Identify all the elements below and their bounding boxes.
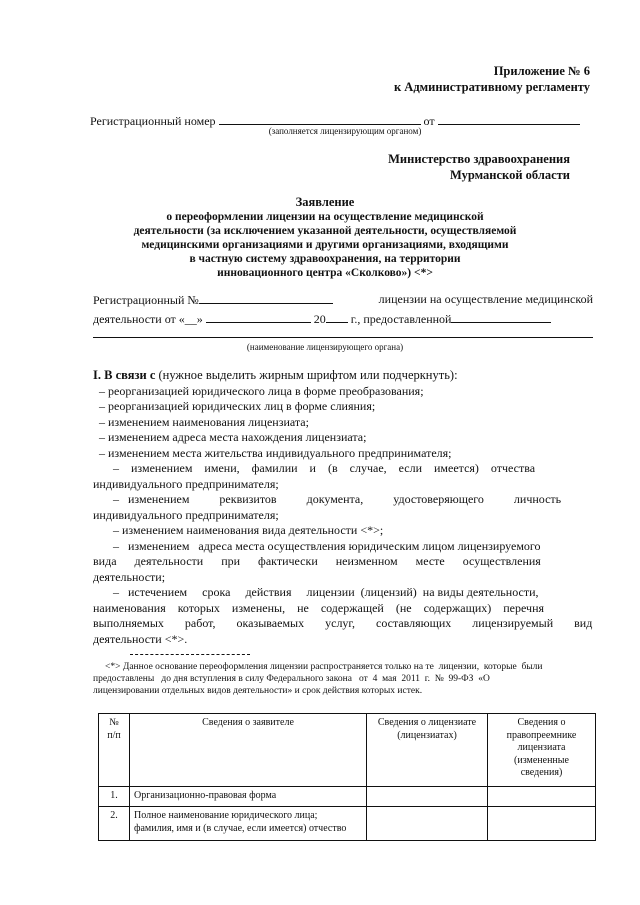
table-cell-successor[interactable] xyxy=(488,787,596,807)
table-row-num: 1. xyxy=(99,787,130,807)
section1-item[interactable]: – реорганизацией юридического лица в форме преобразования; xyxy=(99,383,424,398)
section1 xyxy=(93,368,593,647)
section1-item-line: выполняемых работ, оказываемых услуг, составляющих лицензируемый вид xyxy=(93,616,593,630)
section1-item-kind[interactable]: – изменением наименования вида деятельности <*>; xyxy=(113,523,384,537)
table-row xyxy=(99,787,596,807)
statement-line: медицинскими организациями и другими организациями, входящими xyxy=(141,239,509,251)
registration-label: Регистрационный номер xyxy=(90,114,216,128)
info-table xyxy=(98,713,596,841)
footnote-separator xyxy=(130,654,250,655)
appendix-title: Приложение № 6 xyxy=(493,64,590,78)
statement-line: инновационного центра «Сколково») <*> xyxy=(217,267,433,279)
table-row xyxy=(99,807,596,841)
license-granted-field[interactable] xyxy=(451,311,551,323)
license-date-label: деятельности от «__» xyxy=(93,311,203,326)
table-row-label: Организационно-правовая форма xyxy=(130,787,367,807)
table-cell-licensee[interactable] xyxy=(367,787,488,807)
statement-line: деятельности (за исключением указанной деятельности, осуществляемой xyxy=(133,225,517,237)
section1-item-line: – изменением адреса места осуществления юридическим лицом лицензируемого xyxy=(113,538,541,553)
footnote xyxy=(93,661,593,697)
statement-line: в частную систему здравоохранения, на территории xyxy=(189,253,461,265)
table-header-successor: Сведения о правопреемнике лицензиата (измененные сведения) xyxy=(488,714,596,787)
license-number-field[interactable] xyxy=(199,292,333,304)
appendix-subtitle: к Административному регламенту xyxy=(393,80,590,94)
section1-item-expiry[interactable] xyxy=(93,585,593,647)
registration-from-label: от xyxy=(423,114,435,128)
license-year-prefix: 20 xyxy=(313,311,326,326)
statement-title: Заявление xyxy=(295,195,355,209)
section1-heading-rest: (нужное выделить жирным шрифтом или подчеркнуть): xyxy=(155,368,458,382)
footnote-line: лицензировании отдельных видов деятельности» и срок действия которых истек. xyxy=(93,686,423,696)
section1-item-line: индивидуального предпринимателя; xyxy=(93,476,279,491)
appendix-block xyxy=(300,63,590,95)
license-ref-label: Регистрационный № xyxy=(93,293,199,307)
registration-note: (заполняется лицензирующим органом) xyxy=(268,126,422,136)
section1-heading-bold: I. В связи с xyxy=(93,368,156,382)
licensing-org-field[interactable] xyxy=(93,337,593,338)
license-month-field[interactable] xyxy=(206,311,311,323)
section1-item[interactable]: – реорганизацией юридических лиц в форме слияния; xyxy=(99,399,376,413)
section1-item-line: – истечением срока действия лицензии (лицензий) на виды деятельности, xyxy=(113,585,539,599)
license-year-field[interactable] xyxy=(326,311,348,323)
footnote-line: <*> Данное основание переоформления лицензии распространяется только на те лицензии, которые были xyxy=(105,662,543,672)
section1-item-line: – изменением реквизитов документа, удостоверяющего личность xyxy=(113,492,562,506)
section1-item-line: индивидуального предпринимателя; xyxy=(93,507,279,522)
table-row-label: Полное наименование юридического лица; фамилия, имя и (в случае, если имеется) отчество xyxy=(130,807,367,841)
table-cell-successor[interactable] xyxy=(488,807,596,841)
table-header-applicant: Сведения о заявителе xyxy=(130,714,367,787)
license-granted-label: г., предоставленной xyxy=(350,311,452,326)
statement-block xyxy=(100,195,550,280)
section1-item-line: вида деятельности при фактически неизменном месте осуществления xyxy=(93,554,541,568)
section1-item-line: деятельности <*>. xyxy=(93,631,188,646)
section1-item-name[interactable] xyxy=(93,461,593,492)
ministry-block xyxy=(300,151,570,183)
ministry-line2: Мурманской области xyxy=(449,168,570,182)
section1-item-addr[interactable] xyxy=(93,539,593,586)
table-header-num: № п/п xyxy=(99,714,130,787)
table-row-num: 2. xyxy=(99,807,130,841)
section1-heading xyxy=(93,368,593,384)
table-cell-licensee[interactable] xyxy=(367,807,488,841)
license-ref-block xyxy=(93,292,593,327)
table-header-row xyxy=(99,714,596,787)
section1-item-line: деятельности; xyxy=(93,569,166,584)
section1-item-line: – изменением имени, фамилии и (в случае, если имеется) отчества xyxy=(113,461,536,475)
section1-item[interactable]: – изменением адреса места нахождения лицензиата; xyxy=(99,430,367,444)
licensing-org-note: (наименование лицензирующего органа) xyxy=(246,342,404,352)
section1-item-line: наименования которых изменены, не содержащей (не содержащих) перечня xyxy=(93,600,545,615)
registration-number-field[interactable] xyxy=(219,113,421,125)
footnote-line: предоставлены до дня вступления в силу Федерального закона от 4 мая 2011 г. № 99-ФЗ «О xyxy=(93,674,490,684)
section1-item[interactable]: – изменением наименования лицензиата; xyxy=(99,414,309,429)
ministry-line1: Министерство здравоохранения xyxy=(388,152,570,166)
registration-date-field[interactable] xyxy=(438,113,580,125)
table-header-licensee: Сведения о лицензиате (лицензиатах) xyxy=(367,714,488,787)
section1-item[interactable]: – изменением места жительства индивидуального предпринимателя; xyxy=(99,445,452,460)
statement-line: о переоформлении лицензии на осуществление медицинской xyxy=(166,211,484,223)
section1-item-doc[interactable] xyxy=(93,492,593,523)
license-ref-text: лицензии на осуществление медицинской xyxy=(378,292,593,306)
